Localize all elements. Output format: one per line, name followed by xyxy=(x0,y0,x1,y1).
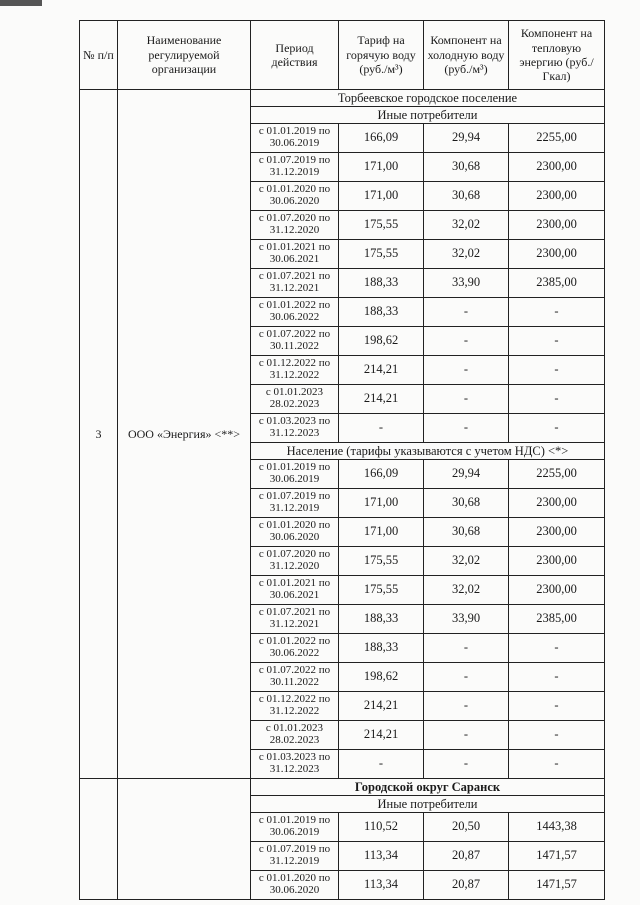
heat-energy-cell: 2255,00 xyxy=(509,124,605,153)
period-cell: с 01.01.2023 28.02.2023 xyxy=(251,721,339,750)
period-cell: с 01.01.2019 по 30.06.2019 xyxy=(251,124,339,153)
heat-energy-cell: 2300,00 xyxy=(509,576,605,605)
row-number xyxy=(80,779,118,900)
period-cell: с 01.01.2019 по 30.06.2019 xyxy=(251,813,339,842)
scan-corner-mark xyxy=(0,0,42,6)
period-cell: с 01.01.2020 по 30.06.2020 xyxy=(251,182,339,211)
tariff-cell: 166,09 xyxy=(339,460,424,489)
tariff-cell: 214,21 xyxy=(339,692,424,721)
tariff-table xyxy=(79,20,605,900)
tariff-cell: 113,34 xyxy=(339,842,424,871)
cold-water-cell: 32,02 xyxy=(424,547,509,576)
cold-water-cell: - xyxy=(424,327,509,356)
tariff-cell: - xyxy=(339,414,424,443)
area-row xyxy=(80,779,605,796)
period-cell: с 01.07.2020 по 31.12.2020 xyxy=(251,547,339,576)
tariff-cell: 198,62 xyxy=(339,663,424,692)
heat-energy-cell: 2300,00 xyxy=(509,153,605,182)
period-cell: с 01.07.2022 по 30.11.2022 xyxy=(251,327,339,356)
cold-water-cell: 32,02 xyxy=(424,240,509,269)
period-cell: с 01.01.2021 по 30.06.2021 xyxy=(251,240,339,269)
tariff-cell: 175,55 xyxy=(339,576,424,605)
heat-energy-cell: - xyxy=(509,385,605,414)
cold-water-cell: - xyxy=(424,750,509,779)
area-title: Городской округ Саранск xyxy=(251,779,605,796)
area-title: Торбеевское городское поселение xyxy=(251,90,605,107)
header-period: Период действия xyxy=(251,21,339,90)
cold-water-cell: - xyxy=(424,356,509,385)
header-row xyxy=(80,21,605,90)
heat-energy-cell: - xyxy=(509,356,605,385)
heat-energy-cell: 2300,00 xyxy=(509,240,605,269)
tariff-cell: 171,00 xyxy=(339,153,424,182)
period-cell: с 01.01.2021 по 30.06.2021 xyxy=(251,576,339,605)
tariff-cell: 188,33 xyxy=(339,298,424,327)
cold-water-cell: - xyxy=(424,414,509,443)
cold-water-cell: 29,94 xyxy=(424,460,509,489)
heat-energy-cell: - xyxy=(509,750,605,779)
heat-energy-cell: - xyxy=(509,414,605,443)
heat-energy-cell: 1443,38 xyxy=(509,813,605,842)
consumer-group-title: Иные потребители xyxy=(251,107,605,124)
period-cell: с 01.01.2019 по 30.06.2019 xyxy=(251,460,339,489)
tariff-cell: 171,00 xyxy=(339,489,424,518)
period-cell: с 01.01.2020 по 30.06.2020 xyxy=(251,518,339,547)
tariff-cell: 188,33 xyxy=(339,634,424,663)
header-cold: Компонент на холодную воду (руб./м³) xyxy=(424,21,509,90)
organization-name: ООО «Энергия» <**> xyxy=(118,90,251,779)
tariff-cell: 171,00 xyxy=(339,182,424,211)
tariff-cell: 188,33 xyxy=(339,605,424,634)
heat-energy-cell: 2385,00 xyxy=(509,269,605,298)
tariff-cell: 175,55 xyxy=(339,240,424,269)
period-cell: с 01.07.2021 по 31.12.2021 xyxy=(251,269,339,298)
period-cell: с 01.07.2020 по 31.12.2020 xyxy=(251,211,339,240)
row-number: 3 xyxy=(80,90,118,779)
period-cell: с 01.07.2019 по 31.12.2019 xyxy=(251,489,339,518)
tariff-cell: 110,52 xyxy=(339,813,424,842)
tariff-cell: 175,55 xyxy=(339,211,424,240)
period-cell: с 01.07.2021 по 31.12.2021 xyxy=(251,605,339,634)
heat-energy-cell: - xyxy=(509,721,605,750)
period-cell: с 01.12.2022 по 31.12.2022 xyxy=(251,692,339,721)
cold-water-cell: 20,87 xyxy=(424,871,509,900)
cold-water-cell: 20,50 xyxy=(424,813,509,842)
period-cell: с 01.01.2020 по 30.06.2020 xyxy=(251,871,339,900)
organization-name xyxy=(118,779,251,900)
period-cell: с 01.12.2022 по 31.12.2022 xyxy=(251,356,339,385)
heat-energy-cell: - xyxy=(509,692,605,721)
heat-energy-cell: 1471,57 xyxy=(509,842,605,871)
consumer-group-title: Иные потребители xyxy=(251,796,605,813)
cold-water-cell: 30,68 xyxy=(424,489,509,518)
heat-energy-cell: 2255,00 xyxy=(509,460,605,489)
cold-water-cell: 32,02 xyxy=(424,576,509,605)
header-org: Наименование регулируемой организации xyxy=(118,21,251,90)
cold-water-cell: - xyxy=(424,692,509,721)
tariff-cell: 214,21 xyxy=(339,721,424,750)
tariff-cell: 171,00 xyxy=(339,518,424,547)
tariff-cell: - xyxy=(339,750,424,779)
cold-water-cell: 30,68 xyxy=(424,518,509,547)
header-tariff: Тариф на горячую воду (руб./м³) xyxy=(339,21,424,90)
cold-water-cell: 30,68 xyxy=(424,153,509,182)
heat-energy-cell: - xyxy=(509,634,605,663)
cold-water-cell: - xyxy=(424,385,509,414)
heat-energy-cell: 2300,00 xyxy=(509,211,605,240)
cold-water-cell: 32,02 xyxy=(424,211,509,240)
cold-water-cell: - xyxy=(424,634,509,663)
heat-energy-cell: 2300,00 xyxy=(509,182,605,211)
period-cell: с 01.07.2019 по 31.12.2019 xyxy=(251,842,339,871)
area-row xyxy=(80,90,605,107)
period-cell: с 01.01.2023 28.02.2023 xyxy=(251,385,339,414)
tariff-cell: 188,33 xyxy=(339,269,424,298)
consumer-group-title: Население (тарифы указываются с учетом НДС) <*> xyxy=(251,443,605,460)
cold-water-cell: 20,87 xyxy=(424,842,509,871)
heat-energy-cell: - xyxy=(509,327,605,356)
tariff-cell: 214,21 xyxy=(339,385,424,414)
heat-energy-cell: - xyxy=(509,298,605,327)
heat-energy-cell: 2300,00 xyxy=(509,489,605,518)
header-heat: Компонент на тепловую энергию (руб./Гкал) xyxy=(509,21,605,90)
tariff-cell: 198,62 xyxy=(339,327,424,356)
cold-water-cell: 33,90 xyxy=(424,605,509,634)
period-cell: с 01.07.2022 по 30.11.2022 xyxy=(251,663,339,692)
tariff-cell: 214,21 xyxy=(339,356,424,385)
heat-energy-cell: 2300,00 xyxy=(509,518,605,547)
heat-energy-cell: - xyxy=(509,663,605,692)
period-cell: с 01.01.2022 по 30.06.2022 xyxy=(251,298,339,327)
cold-water-cell: 30,68 xyxy=(424,182,509,211)
period-cell: с 01.07.2019 по 31.12.2019 xyxy=(251,153,339,182)
cold-water-cell: - xyxy=(424,663,509,692)
heat-energy-cell: 1471,57 xyxy=(509,871,605,900)
cold-water-cell: - xyxy=(424,298,509,327)
period-cell: с 01.03.2023 по 31.12.2023 xyxy=(251,414,339,443)
tariff-cell: 175,55 xyxy=(339,547,424,576)
heat-energy-cell: 2385,00 xyxy=(509,605,605,634)
cold-water-cell: 33,90 xyxy=(424,269,509,298)
heat-energy-cell: 2300,00 xyxy=(509,547,605,576)
header-num: № п/п xyxy=(80,21,118,90)
cold-water-cell: 29,94 xyxy=(424,124,509,153)
period-cell: с 01.03.2023 по 31.12.2023 xyxy=(251,750,339,779)
tariff-cell: 166,09 xyxy=(339,124,424,153)
cold-water-cell: - xyxy=(424,721,509,750)
tariff-cell: 113,34 xyxy=(339,871,424,900)
period-cell: с 01.01.2022 по 30.06.2022 xyxy=(251,634,339,663)
